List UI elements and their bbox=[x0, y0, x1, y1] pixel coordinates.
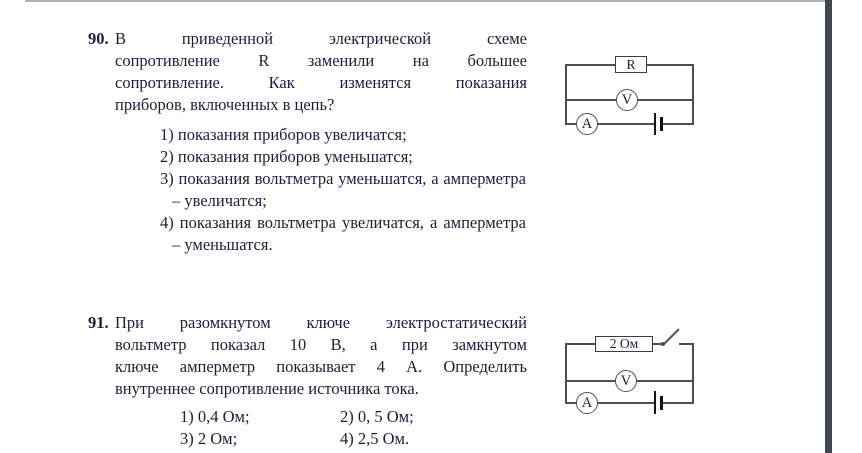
voltmeter-label: V bbox=[620, 372, 632, 389]
statement-line: сопротивление. Как изменятся показания bbox=[115, 73, 527, 92]
statement-line: внутреннее сопротивление источника тока. bbox=[115, 379, 419, 398]
answer-option: 3) 2 Ом; bbox=[180, 429, 238, 448]
answer-option: 4) 2,5 Ом. bbox=[340, 429, 410, 448]
right-wire bbox=[692, 343, 694, 403]
resistor-label: 2 Ом bbox=[609, 336, 639, 351]
problem-91-statement bbox=[115, 312, 527, 400]
problem-91-number: 91. bbox=[88, 313, 109, 332]
answer-option: 4) показания вольтметра увеличатся, а амперметра – уменьшатся. bbox=[160, 213, 526, 254]
resistor-box bbox=[615, 56, 647, 73]
ammeter-label: A bbox=[581, 394, 593, 411]
battery-short-plate bbox=[660, 396, 664, 410]
statement-line: сопротивление R заменили на большее bbox=[115, 51, 527, 70]
answer-option: 2) показания приборов уменьшатся; bbox=[160, 147, 413, 166]
answer-option: 2) 0, 5 Ом; bbox=[340, 407, 414, 426]
switch-icon bbox=[663, 328, 679, 344]
problem-90-options bbox=[160, 124, 526, 256]
battery-long-plate bbox=[654, 113, 656, 135]
left-wire bbox=[565, 343, 567, 403]
page-edge-bar bbox=[825, 0, 832, 453]
statement-line: При разомкнутом ключе электростатический bbox=[115, 313, 527, 332]
problem-91-options bbox=[180, 406, 414, 450]
resistor-box bbox=[595, 336, 653, 352]
answer-option: 3) показания вольтметра уменьшатся, а амперметра – увеличатся; bbox=[160, 169, 526, 210]
statement-line: В приведенной электрической схеме bbox=[115, 29, 527, 48]
left-wire bbox=[565, 64, 567, 125]
battery-long-plate bbox=[654, 391, 656, 414]
statement-line: ключе амперметр показывает 4 А. Определить bbox=[115, 357, 527, 376]
page-top-rule bbox=[25, 0, 825, 2]
bottom-wire-right bbox=[663, 402, 694, 404]
ammeter bbox=[576, 392, 598, 414]
battery-short-plate bbox=[660, 117, 664, 131]
bottom-wire-right bbox=[663, 123, 694, 125]
voltmeter bbox=[615, 370, 637, 392]
answer-option: 1) 0,4 Ом; bbox=[180, 407, 250, 426]
voltmeter bbox=[616, 89, 638, 111]
ammeter bbox=[576, 113, 598, 135]
problem-90-statement bbox=[115, 28, 527, 116]
problem-90-number: 90. bbox=[88, 29, 109, 48]
circuit-diagram-91 bbox=[565, 325, 697, 417]
statement-line: вольтметр показал 10 В, а при замкнутом bbox=[115, 335, 527, 354]
right-wire bbox=[692, 64, 694, 125]
resistor-label: R bbox=[626, 56, 636, 72]
answer-option: 1) показания приборов увеличатся; bbox=[160, 125, 407, 144]
voltmeter-label: V bbox=[621, 91, 633, 108]
ammeter-label: A bbox=[581, 115, 593, 132]
statement-line: приборов, включенных в цепь? bbox=[115, 95, 335, 114]
circuit-diagram-90 bbox=[565, 54, 697, 138]
